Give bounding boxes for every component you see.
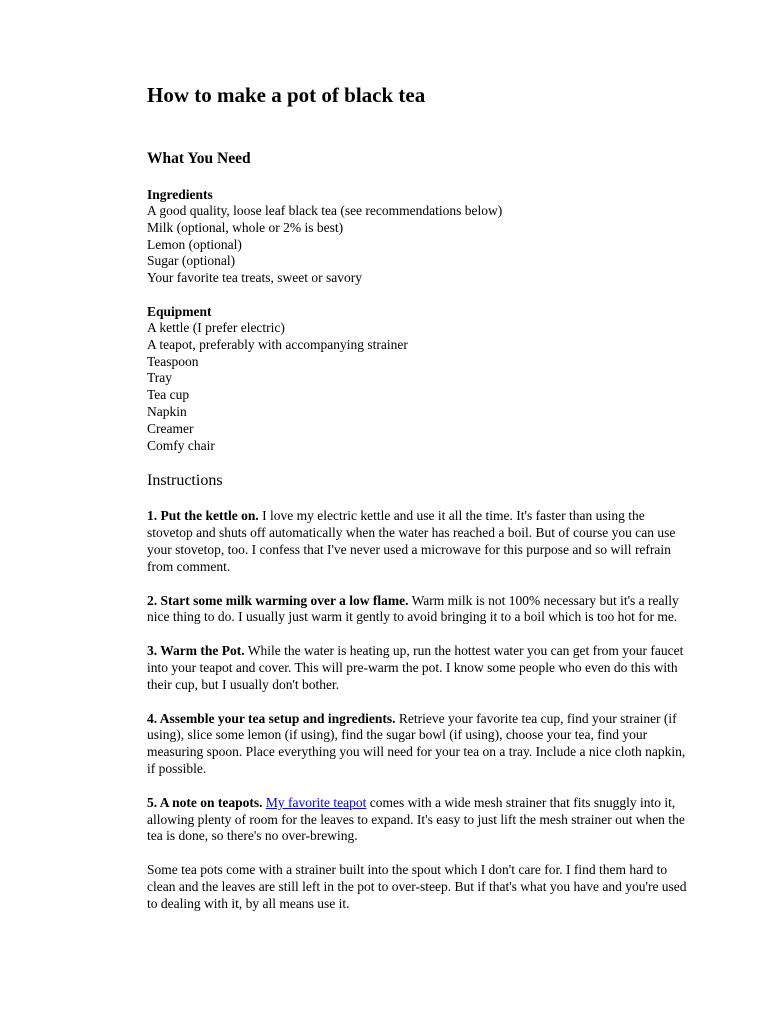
document-page [147,82,687,930]
equipment-item: Teaspoon [147,353,199,369]
ingredient-item: Milk (optional, whole or 2% is best) [147,219,344,235]
equipment-item: Napkin [147,403,187,419]
equipment-item: A teapot, preferably with accompanying strainer [147,336,408,352]
closing-paragraph: Some tea pots come with a strainer built into the spout which I don't care for. I find them hard to clean and the leaves are still left in the pot to over-steep. But if that's what you have and you're used to dealing with it, by all means use it. [147,862,687,911]
ingredients-label: Ingredients [147,187,213,202]
equipment-item: A kettle (I prefer electric) [147,319,285,335]
ingredient-item: Sugar (optional) [147,253,236,269]
step-title: 4. Assemble your tea setup and ingredients. [147,710,396,726]
instructions-heading: Instructions [147,472,223,490]
equipment-item: Tray [147,370,173,386]
step-text: Warm milk is not 100% necessary but it's a really nice thing to do. I usually just warm it gently to avoid bringing it to a boil which is too hot for me. [147,592,679,625]
equipment-label: Equipment [147,303,212,319]
instruction-step-2 [147,593,687,627]
ingredients-section [147,186,687,287]
ingredient-item: Lemon (optional) [147,236,242,252]
equipment-item: Tea cup [147,387,190,403]
instruction-step-3 [147,643,687,693]
step-text: Retrieve your favorite tea cup, find your strainer (if using), slice some lemon (if using), find the sugar bowl (if using), choose your tea, find your measuring spoon. Place everything you will need for your tea on a tray. Include a nice cloth napkin, if possible. [147,710,686,776]
step-title: 5. A note on teapots. [147,794,263,810]
equipment-item: Comfy chair [147,437,215,453]
ingredient-item: Your favorite tea treats, sweet or savory [147,270,362,286]
what-you-need-heading: What You Need [147,150,251,167]
instruction-step-4 [147,711,687,778]
ingredients-list [147,203,687,287]
step-text: I love my electric kettle and use it all the time. It's faster than using the stovetop and shuts off automatically when the water has reached a boil. But of course you can use your stovetop, too. I confess that I've never used a microwave for this purpose and so will refrain from comment. [147,508,676,574]
ingredient-item: A good quality, loose leaf black tea (see recommendations below) [147,203,503,218]
document-title: How to make a pot of black tea [147,83,426,107]
step-title: 3. Warm the Pot. [147,643,245,659]
equipment-section [147,303,687,454]
step-text: While the water is heating up, run the hottest water you can get from your faucet into your teapot and cover. This will pre-warm the pot. I know some people who even do this with their cup, but I usually don't bother. [147,643,684,692]
favorite-teapot-link[interactable]: My favorite teapot [265,794,367,810]
step-text: comes with a wide mesh strainer that fits snuggly into it, allowing plenty of room for the leaves to expand. It's easy to just lift the mesh strainer out when the tea is done, so there's no over-brewing. [147,794,685,844]
instruction-step-5 [147,795,687,845]
instruction-step-1 [147,508,687,575]
equipment-list [147,320,687,454]
equipment-item: Creamer [147,420,194,436]
step-title: 2. Start some milk warming over a low flame. [147,592,409,608]
step-title: 1. Put the kettle on. [147,508,259,524]
